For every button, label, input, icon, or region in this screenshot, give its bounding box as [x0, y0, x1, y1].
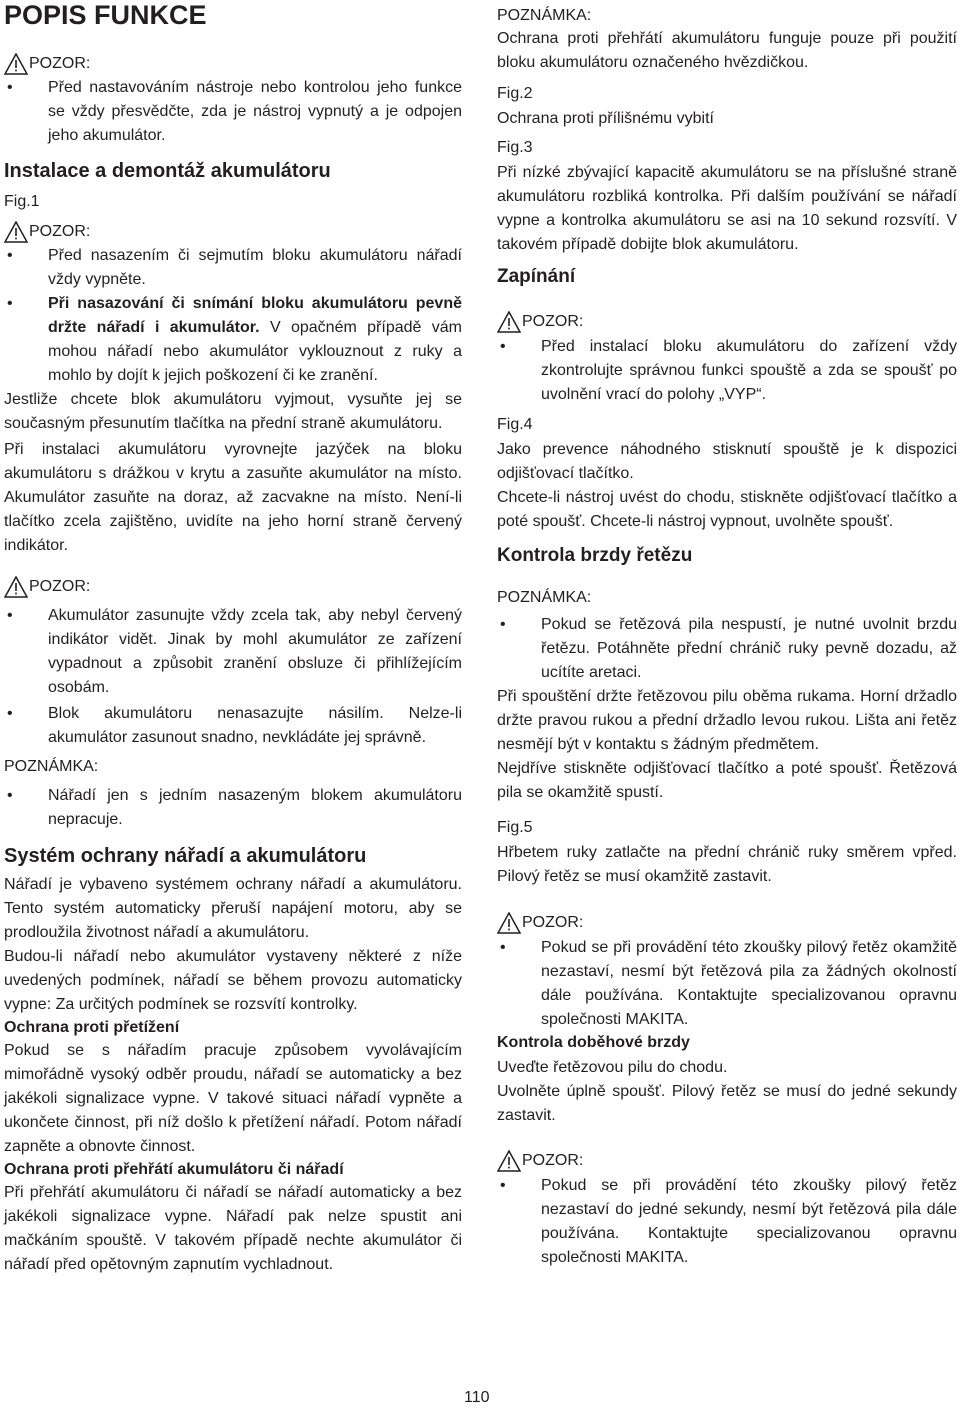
section-heading: Systém ochrany nářadí a akumulátoru: [4, 845, 367, 867]
caution-text: POZOR:: [29, 223, 91, 240]
bullet-icon: •: [500, 338, 506, 355]
paragraph: Při nízké zbývající kapacitě akumulátoru se na příslušné straně akumulátoru rozbliká kontrolka. Při dalším používání se nářadí vypne a kontrolka akumulátoru se asi na 10 sekund rozsvítí. V takovém případě dobijte blok akumulátoru.: [497, 164, 957, 253]
figure-reference: Fig.3: [497, 139, 533, 156]
caution-list: [4, 244, 462, 388]
caution-label: [497, 311, 957, 333]
figure-reference: Fig.4: [497, 416, 533, 433]
paragraph: Jestliže chcete blok akumulátoru vyjmout, vysuňte jej se současným přesunutím tlačítka na přední straně akumulátoru.: [4, 391, 462, 432]
bullet-icon: •: [500, 1177, 506, 1194]
paragraph: Ochrana proti přehřátí akumulátoru funguje pouze při použití bloku akumulátoru označeného hvězdičkou.: [497, 30, 957, 71]
warning-triangle-icon: [497, 311, 521, 333]
bullet-icon: •: [7, 247, 13, 264]
caution-list: [4, 604, 462, 750]
paragraph: Budou-li nářadí nebo akumulátor vystaveny některé z níže uvedených podmínek, nářadí se během provozu automaticky vypne: Za určitých podmínek se rozsvítí kontrolky.: [4, 948, 462, 1013]
paragraph: Uveďte řetězovou pilu do chodu.: [497, 1059, 728, 1076]
list-item: • Před instalací bloku akumulátoru do zařízení vždy zkontrolujte správnou funkci spouště a zda se spoušť po uvolnění vrací do polohy „VYP“.: [497, 335, 957, 407]
paragraph: Chcete-li nástroj uvést do chodu, stiskněte odjišťovací tlačítko a poté spoušť. Chcete-li nástroj vypnout, uvolněte spoušť.: [497, 489, 957, 530]
list-item: • Pokud se řetězová pila nespustí, je nutné uvolnit brzdu řetězu. Potáhněte přední chránič ruky pevně dozadu, až ucítíte aretaci.: [497, 613, 957, 685]
paragraph: Při instalaci akumulátoru vyrovnejte jazýček na bloku akumulátoru s drážkou v krytu a zasuňte akumulátor na místo. Akumulátor zasuňte na doraz, až zacvakne na místo. Není-li tlačítko zcela zajištěno, uvidíte na jeho horní straně červený indikátor.: [4, 441, 462, 554]
bullet-icon: •: [7, 705, 13, 722]
caution-text: POZOR:: [522, 1152, 584, 1169]
subheading: Ochrana proti přehřátí akumulátoru či nářadí: [4, 1161, 344, 1178]
caution-label: [4, 221, 462, 243]
subheading: Kontrola doběhové brzdy: [497, 1034, 690, 1051]
page-title: POPIS FUNKCE: [4, 0, 207, 30]
right-column: [497, 0, 957, 1270]
paragraph: Hřbetem ruky zatlačte na přední chránič ruky směrem vpřed. Pilový řetěz se musí okamžitě zastavit.: [497, 844, 957, 885]
bullet-icon: •: [500, 939, 506, 956]
left-column: [4, 0, 462, 1277]
paragraph: Jako prevence náhodného stisknutí spouště je k dispozici odjišťovací tlačítko.: [497, 441, 957, 482]
bullet-icon: •: [7, 79, 13, 96]
caution-label: [4, 53, 462, 75]
list-item: • Blok akumulátoru nenasazujte násilím. Nelze-li akumulátor zasunout snadno, nevkládáte jej správně.: [4, 702, 462, 750]
paragraph: Nářadí je vybaveno systémem ochrany nářadí a akumulátoru. Tento systém automaticky přeruší napájení motoru, aby se prodloužila životnost nářadí a akumulátoru.: [4, 876, 462, 941]
bullet-icon: •: [500, 616, 506, 633]
list-item: • Před nasazením či sejmutím bloku akumulátoru nářadí vždy vypněte.: [4, 244, 462, 292]
paragraph: Pokud se s nářadím pracuje způsobem vyvolávajícím mimořádně vysoký odběr proudu, nářadí se automaticky a bez jakékoli signalizace vypne. V takové situaci nářadí vypněte a ukončete činnost, při níž došlo k přetížení nářadí. Potom nářadí zapněte a obnovte činnost.: [4, 1042, 462, 1155]
warning-triangle-icon: [4, 53, 28, 75]
warning-triangle-icon: [497, 1150, 521, 1172]
list-item: • Pokud se při provádění této zkoušky pilový řetěz okamžitě nezastaví, nesmí být řetězová pila za žádných okolností dále používána. Kontaktujte specializovanou opravnu společnosti MAKITA.: [497, 936, 957, 1032]
bullet-icon: •: [7, 607, 13, 624]
list-item: • Před nastavováním nástroje nebo kontrolou jeho funkce se vždy přesvědčte, zda je nástroj vypnutý a je odpojen jeho akumulátor.: [4, 76, 462, 148]
caution-list: [497, 335, 957, 407]
caution-list: [497, 936, 957, 1032]
paragraph: Nejdříve stiskněte odjišťovací tlačítko a poté spoušť. Řetězová pila se okamžitě spustí.: [497, 760, 957, 801]
figure-reference: Fig.5: [497, 819, 533, 836]
caution-text: POZOR:: [522, 914, 584, 931]
section-heading: Kontrola brzdy řetězu: [497, 545, 693, 566]
section-heading: Instalace a demontáž akumulátoru: [4, 160, 331, 182]
subheading: Ochrana proti přetížení: [4, 1019, 180, 1036]
paragraph: Při přehřátí akumulátoru či nářadí se nářadí automaticky a bez jakékoli signalizace vypne. Nářadí pak nelze spustit ani mačkáním spouště. V takovém případě nechte akumulátor či nářadí před opětovným zapnutím vychladnout.: [4, 1184, 462, 1273]
page-number: 110: [464, 1389, 490, 1406]
warning-triangle-icon: [4, 221, 28, 243]
bullet-icon: •: [7, 787, 13, 804]
caution-label: [497, 912, 957, 934]
caution-text: POZOR:: [29, 578, 91, 595]
paragraph: Uvolněte úplně spoušť. Pilový řetěz se musí do jedné sekundy zastavit.: [497, 1083, 957, 1124]
caution-list: [4, 76, 462, 148]
warning-triangle-icon: [497, 912, 521, 934]
figure-reference: Fig.2: [497, 85, 533, 102]
note-list: [4, 784, 462, 832]
list-item: • Nářadí jen s jedním nasazeným blokem akumulátoru nepracuje.: [4, 784, 462, 832]
figure-reference: Fig.1: [4, 193, 40, 210]
caution-label: [497, 1150, 957, 1172]
warning-triangle-icon: [4, 576, 28, 598]
list-item: • Akumulátor zasunujte vždy zcela tak, aby nebyl červený indikátor vidět. Jinak by mohl akumulátor ze zařízení vypadnout a způsobit zranění obsluze či přihlížejícím osobám.: [4, 604, 462, 700]
note-list: [497, 613, 957, 685]
list-item: • Pokud se při provádění této zkoušky pilový řetěz nezastaví do jedné sekundy, nesmí být řetězová pila dále používána. Kontaktujte specializovanou opravnu společnosti MAKITA.: [497, 1174, 957, 1270]
subheading: Ochrana proti přílišnému vybití: [497, 110, 714, 127]
caution-text: POZOR:: [522, 313, 584, 330]
note-label: POZNÁMKA:: [497, 589, 592, 606]
caution-list: [497, 1174, 957, 1270]
note-label: POZNÁMKA:: [497, 7, 592, 24]
paragraph: Při spouštění držte řetězovou pilu oběma rukama. Horní držadlo držte pravou rukou a přední držadlo levou rukou. Lišta ani řetěz nesmějí být v kontaktu s žádným předmětem.: [497, 688, 957, 753]
note-label: POZNÁMKA:: [4, 758, 99, 775]
section-heading: Zapínání: [497, 266, 576, 287]
caution-text: POZOR:: [29, 55, 91, 72]
list-item: • Při nasazování či snímání bloku akumulátoru pevně držte nářadí i akumulátor. V opačném případě vám mohou nářadí nebo akumulátor vyklouznout z ruky a mohlo by dojít k jejich poškození či ke zranění.: [4, 292, 462, 388]
caution-label: [4, 576, 462, 598]
bullet-icon: •: [7, 295, 13, 312]
